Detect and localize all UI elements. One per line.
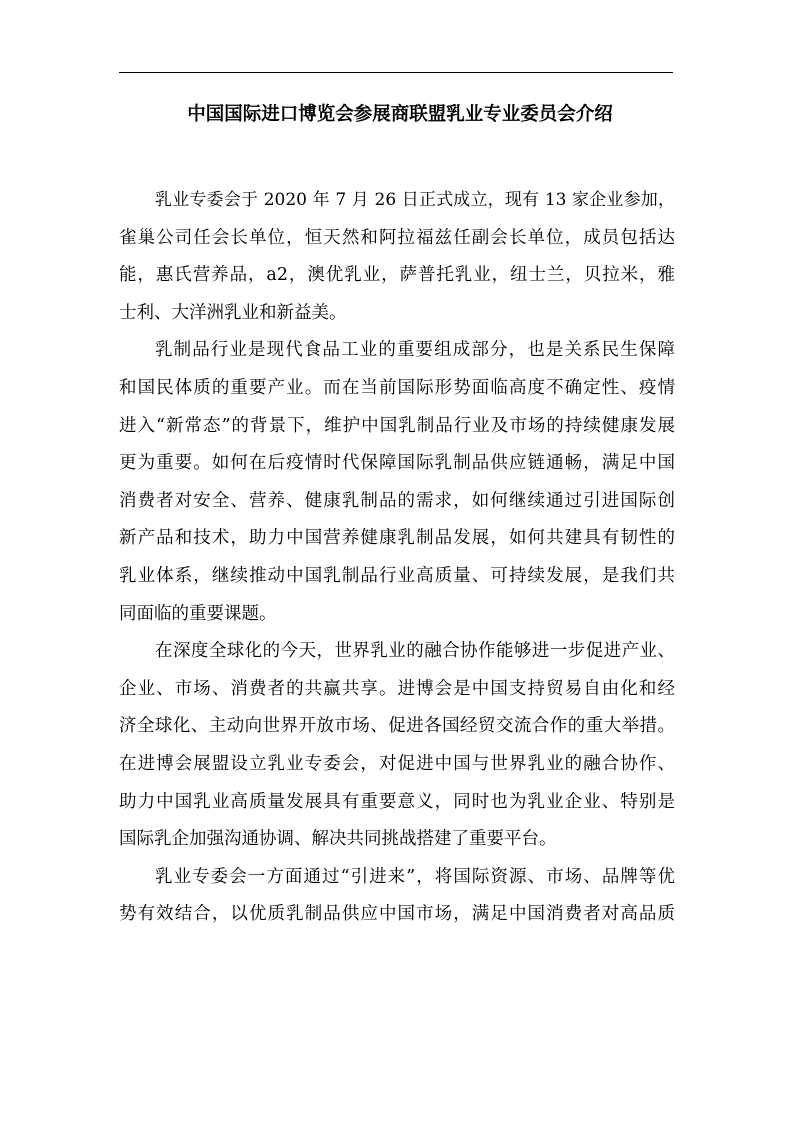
document-title: 中国国际进口博览会参展商联盟乳业专业委员会介绍 bbox=[187, 104, 613, 125]
text-line: 进入“新常态”的背景下，维护中国乳制品行业及市场的持续健康发展 bbox=[119, 415, 675, 436]
paragraph-4 bbox=[119, 859, 675, 934]
text-line: 企业、市场、消费者的共赢共享。进博会是中国支持贸易自由化和经 bbox=[119, 678, 675, 699]
text-line: 助力中国乳业高质量发展具有重要意义，同时也为乳业企业、特别是 bbox=[119, 791, 675, 812]
document-body bbox=[119, 182, 675, 934]
paragraph-1 bbox=[119, 182, 675, 332]
text-line: 在进博会展盟设立乳业专委会，对促进中国与世界乳业的融合协作、 bbox=[119, 753, 675, 774]
text-line: 乳业体系，继续推动中国乳制品行业高质量、可持续发展，是我们共 bbox=[119, 565, 675, 586]
text-line: 更为重要。如何在后疫情时代保障国际乳制品供应链通畅，满足中国 bbox=[119, 453, 675, 474]
text-line: 新产品和技术，助力中国营养健康乳制品发展，如何共建具有韧性的 bbox=[119, 528, 675, 549]
text-line: 消费者对安全、营养、健康乳制品的需求，如何继续通过引进国际创 bbox=[119, 490, 675, 511]
text-line: 乳业专委会于 2020 年 7 月 26 日正式成立，现有 13 家企业参加， bbox=[155, 190, 675, 210]
text-line: 同面临的重要课题。 bbox=[119, 603, 277, 624]
header-rule bbox=[119, 72, 673, 73]
text-line: 济全球化、主动向世界开放市场、促进各国经贸交流合作的重大举措。 bbox=[119, 716, 675, 737]
text-line: 乳制品行业是现代食品工业的重要组成部分，也是关系民生保障 bbox=[155, 340, 675, 361]
text-line: 能，惠氏营养品，a2，澳优乳业，萨普托乳业，纽士兰，贝拉米，雅 bbox=[119, 265, 675, 286]
text-line: 雀巢公司任会长单位，恒天然和阿拉福兹任副会长单位，成员包括达 bbox=[119, 227, 675, 248]
text-line: 势有效结合，以优质乳制品供应中国市场，满足中国消费者对高品质 bbox=[119, 904, 675, 925]
text-line: 乳业专委会一方面通过“引进来”，将国际资源、市场、品牌等优 bbox=[155, 866, 675, 887]
text-line: 和国民体质的重要产业。而在当前国际形势面临高度不确定性、疫情 bbox=[119, 377, 675, 398]
text-line: 士利、大洋洲乳业和新益美。 bbox=[119, 302, 347, 323]
paragraph-3 bbox=[119, 633, 675, 859]
text-line: 国际乳企加强沟通协调、解决共同挑战搭建了重要平台。 bbox=[119, 829, 557, 850]
text-line: 在深度全球化的今天，世界乳业的融合协作能够进一步促进产业、 bbox=[155, 641, 675, 662]
paragraph-2 bbox=[119, 332, 675, 633]
